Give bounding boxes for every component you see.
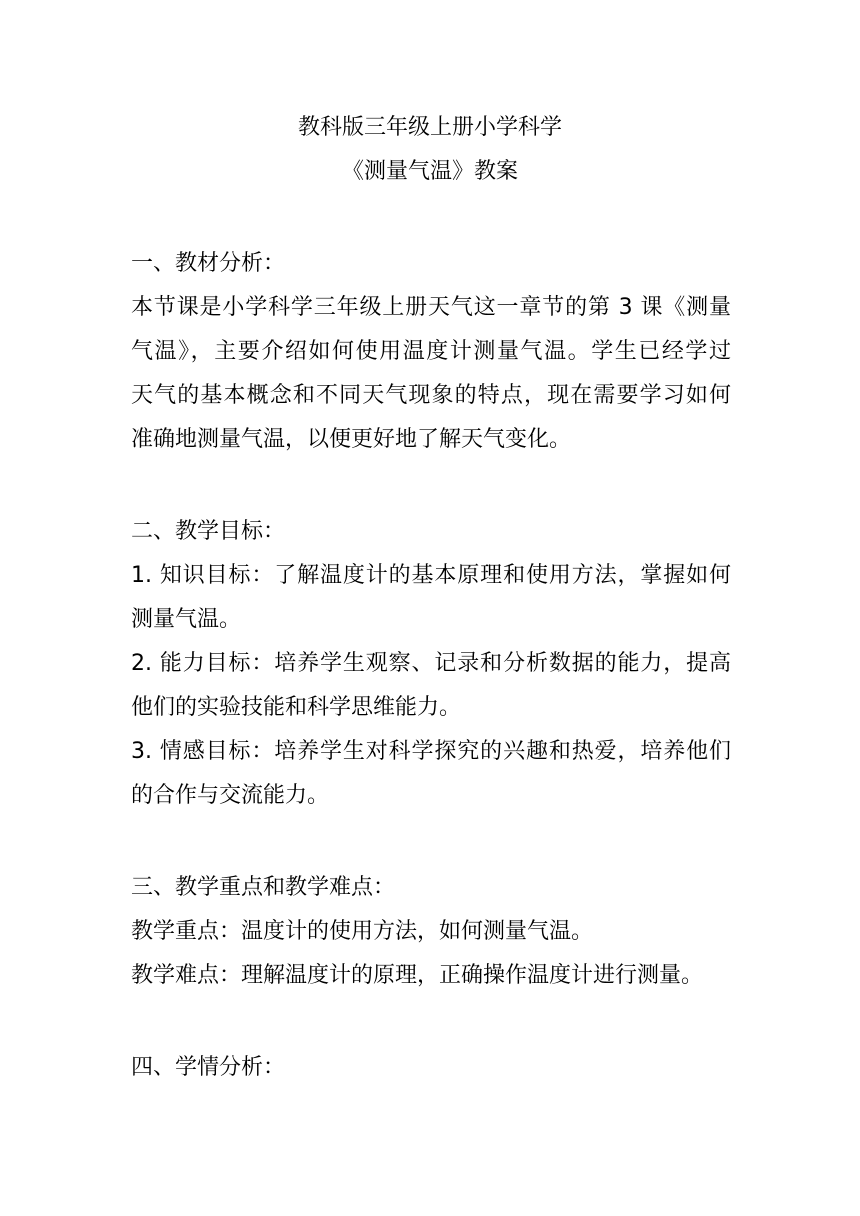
paragraph-line: 本节课是小学科学三年级上册天气这一章节的第 3 课《测量 xyxy=(131,295,731,320)
document-title-line-1: 教科版三年级上册小学科学 xyxy=(297,115,562,140)
goal-line: 2. 能力目标：培养学生观察、记录和分析数据的能力，提高 xyxy=(131,651,731,676)
document-title-line-2: 《测量气温》教案 xyxy=(341,159,518,184)
paragraph-line: 准确地测量气温，以便更好地了解天气变化。 xyxy=(131,427,572,452)
goal-line: 的合作与交流能力。 xyxy=(131,783,330,808)
paragraph-line: 气温》，主要介绍如何使用温度计测量气温。学生已经学过 xyxy=(131,339,731,364)
goal-line: 3. 情感目标：培养学生对科学探究的兴趣和热爱，培养他们 xyxy=(131,739,731,764)
goal-line: 测量气温。 xyxy=(131,607,242,632)
goal-line: 1. 知识目标：了解温度计的基本原理和使用方法，掌握如何 xyxy=(131,563,731,588)
key-point-line: 教学重点：温度计的使用方法，如何测量气温。 xyxy=(131,919,594,944)
paragraph-line: 天气的基本概念和不同天气现象的特点，现在需要学习如何 xyxy=(131,383,731,408)
goal-line: 他们的实验技能和科学思维能力。 xyxy=(131,695,462,720)
section-heading-textbook-analysis: 一、教材分析： xyxy=(131,251,286,276)
section-heading-teaching-goals: 二、教学目标： xyxy=(131,519,286,544)
difficult-point-line: 教学难点：理解温度计的原理，正确操作温度计进行测量。 xyxy=(131,963,704,988)
section-heading-student-analysis: 四、学情分析： xyxy=(131,1055,286,1080)
section-heading-key-difficult-points: 三、教学重点和教学难点： xyxy=(131,875,396,900)
